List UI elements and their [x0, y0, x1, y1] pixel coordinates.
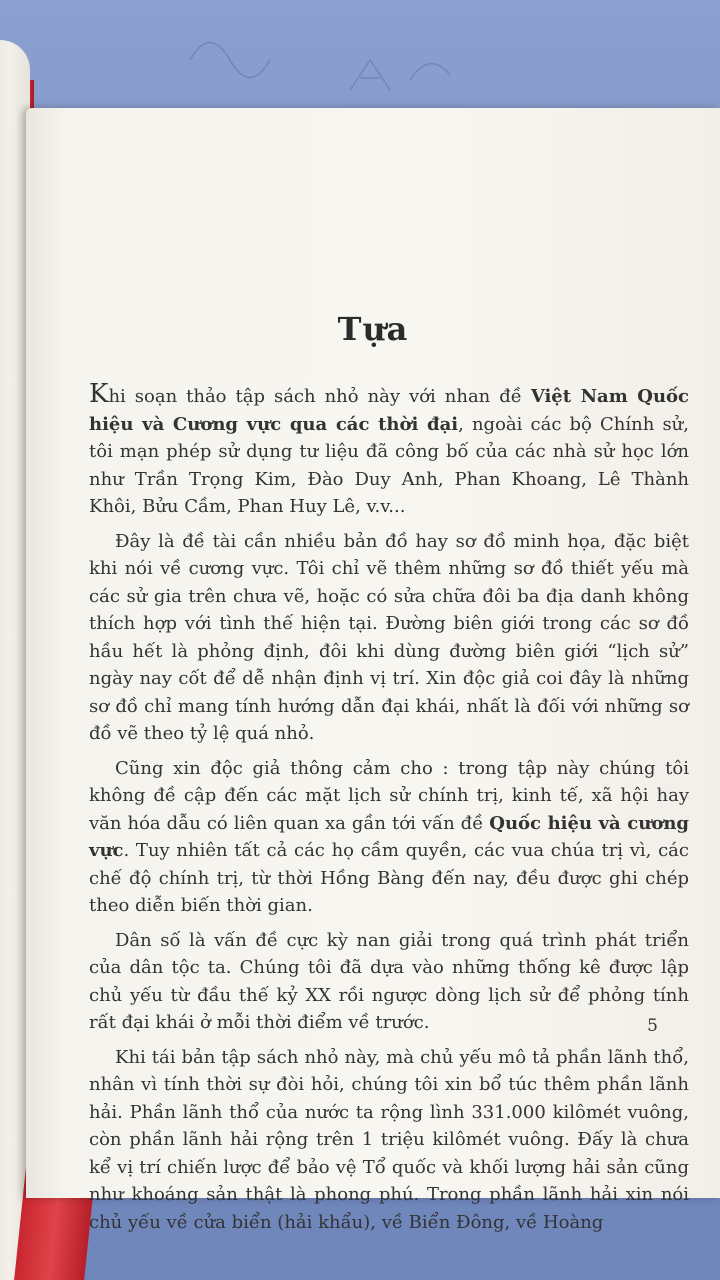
- paragraph-2: Đây là đề tài cần nhiều bản đồ hay sơ đồ minh họa, đặc biệt khi nói về cương vực. Tôi chỉ vẽ thêm những sơ đồ thiết yếu mà các sử gia trên chưa vẽ, hoặc có sửa chữa đôi ba địa danh không thích hợp với tình thế hiện tại. Đường biên giới trong các sơ đồ hầu hết là phỏng định, đôi khi dùng đường biên giới “lịch sử” ngày nay cốt để dễ nhận định vị trí. Xin độc giả coi đây là những sơ đồ chỉ mang tính hướng dẫn đại khái, nhất là đối với những sơ đồ vẽ theo tỷ lệ quá nhỏ.: [89, 530, 689, 744]
- paragraph-3: Cũng xin độc giả thông cảm cho : trong tập này chúng tôi không đề cập đến các mặt lịch sử chính trị, kinh tế, xã hội hay văn hóa dẫu có liên quan xa gần tới vấn đề Quốc hiệu và cương vực. Tuy nhiên tất cả các họ cầm quyền, các vua chúa trị vì, các chế độ chính trị, từ thời Hồng Bàng đến nay, đều được ghi chép theo diễn biến thời gian.: [89, 757, 689, 916]
- topic-bold: Quốc hiệu và cương vực: [89, 812, 689, 861]
- page-number: 5: [647, 1016, 658, 1036]
- book-title-bold: Việt Nam Quốc hiệu và Cương vực qua các thời đại: [89, 386, 689, 435]
- paragraph-1: Khi soạn thảo tập sách nhỏ này với nhan đề Việt Nam Quốc hiệu và Cương vực qua các thời đại, ngoài các bộ Chính sử, tôi mạn phép sử dụng tư liệu đã công bố của các nhà sử học lớn như Trần Trọng Kim, Đào Duy Anh, Phan Khoang, Lê Thành Khôi, Bửu Cầm, Phan Huy Lê, v.v...: [89, 379, 689, 517]
- book-page: [26, 108, 720, 1233]
- paragraph-5: Khi tái bản tập sách nhỏ này, mà chủ yếu mô tả phần lãnh thổ, nhân vì tính thời sự đòi hỏi, chúng tôi xin bổ túc thêm phần lãnh hải. Phần lãnh thổ của nước ta rộng lình 331.000 kilômét vuông, còn phần lãnh hải rộng trên 1 triệu kilômét vuông. Đấy là chưa kể vị trí chiến lược để bảo vệ Tổ quốc và khối lượng hải sản cũng như khoáng sản thật là phong phú. Trong phần lãnh hải xin nói chủ yếu về cửa biển (hải khẩu), về Biển Đông, về Hoàng: [89, 1046, 689, 1233]
- page-body: [89, 381, 689, 1243]
- pen-scribble: [180, 20, 500, 100]
- page-title: Tựa: [337, 310, 409, 348]
- drop-cap: K: [89, 379, 109, 409]
- paragraph-4: Dân số là vấn đề cực kỳ nan giải trong quá trình phát triển của dân tộc ta. Chúng tôi đã dựa vào những thống kê được lập chủ yếu từ đầu thế kỷ XX rồi ngược dòng lịch sử để phỏng tính rất đại khái ở mỗi thời điểm về trước.: [89, 929, 689, 1033]
